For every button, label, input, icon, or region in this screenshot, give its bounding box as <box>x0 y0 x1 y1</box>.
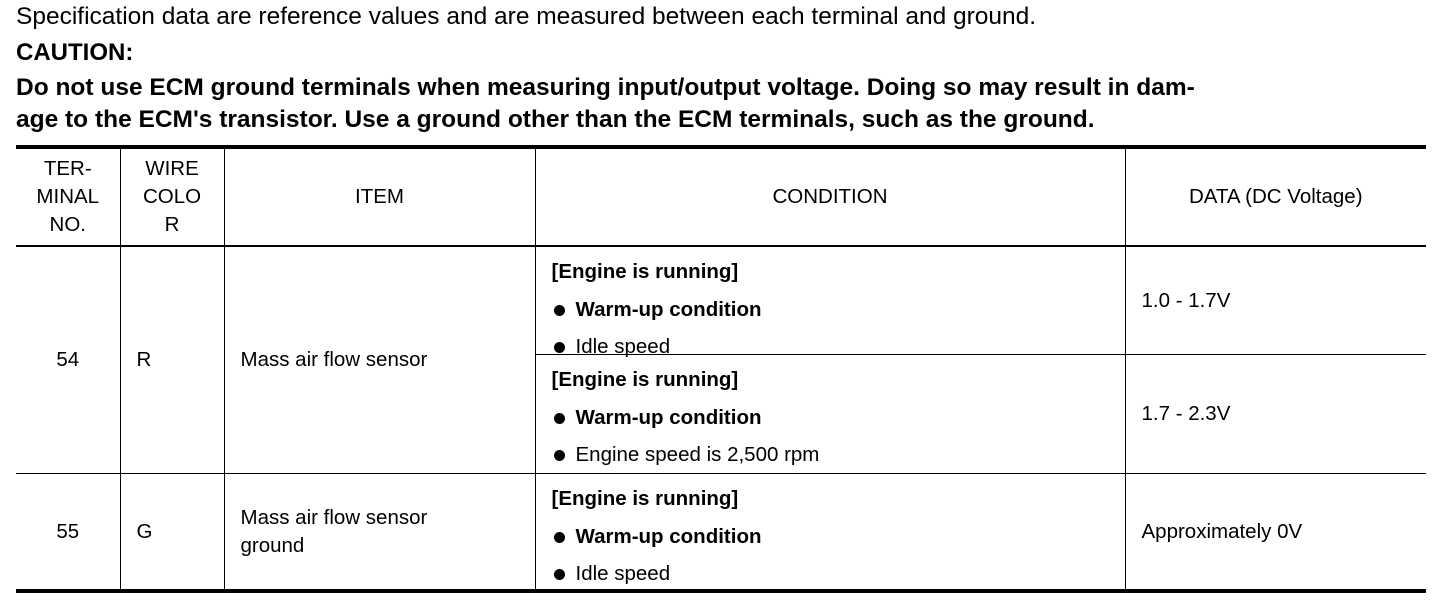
condition-heading: [Engine is running] <box>551 368 739 391</box>
condition-bullet: Warm-up condition <box>552 291 1125 329</box>
item-name: Mass air flow sensor ground <box>224 474 535 592</box>
condition-bullet: Warm-up condition <box>552 518 1125 556</box>
header-item: ITEM <box>224 147 535 246</box>
caution-line-1: Do not use ECM ground terminals when measuring input/output voltage. Doing so may result in dam- <box>16 74 1195 101</box>
terminal-number: 54 <box>16 246 120 474</box>
table-row <box>16 246 1426 355</box>
bullet-dot-icon <box>554 342 565 353</box>
voltage-data: 1.7 - 2.3V <box>1125 355 1426 474</box>
caution-text <box>16 72 1434 136</box>
intro-text: Specification data are reference values and are measured between each terminal and ground. <box>16 3 1037 30</box>
condition-heading: [Engine is running] <box>551 487 739 510</box>
header-wire-color: WIRE COLO R <box>120 147 224 246</box>
condition-bullet: Idle speed <box>552 328 1125 366</box>
wire-color: R <box>120 246 224 474</box>
table-header-row <box>16 147 1426 246</box>
bullet-dot-icon <box>554 450 565 461</box>
bullet-dot-icon <box>554 413 565 424</box>
bullet-dot-icon <box>554 569 565 580</box>
condition-bullet: Warm-up condition <box>552 399 1125 437</box>
header-terminal-no: TER- MINAL NO. <box>16 147 120 246</box>
header-data: DATA (DC Voltage) <box>1125 147 1426 246</box>
condition-cell <box>535 246 1125 358</box>
condition-bullet: Engine speed is 2,500 rpm <box>552 436 1125 474</box>
condition-bullet: Idle speed <box>552 555 1125 593</box>
voltage-data: Approximately 0V <box>1125 474 1426 592</box>
caution-line-2: age to the ECM's transistor. Use a ground other than the ECM terminals, such as the ground. <box>16 106 1095 133</box>
item-name: Mass air flow sensor <box>224 246 535 474</box>
voltage-data: 1.0 - 1.7V <box>1125 246 1426 355</box>
condition-heading: [Engine is running] <box>551 260 739 283</box>
table-row <box>16 474 1426 592</box>
header-condition: CONDITION <box>535 147 1125 246</box>
terminal-spec-table <box>16 145 1426 593</box>
bullet-dot-icon <box>554 305 565 316</box>
condition-cell <box>535 355 1125 474</box>
wire-color: G <box>120 474 224 592</box>
bullet-dot-icon <box>554 532 565 543</box>
caution-title: CAUTION: <box>16 39 134 66</box>
terminal-number: 55 <box>16 474 120 592</box>
condition-cell <box>535 474 1125 592</box>
